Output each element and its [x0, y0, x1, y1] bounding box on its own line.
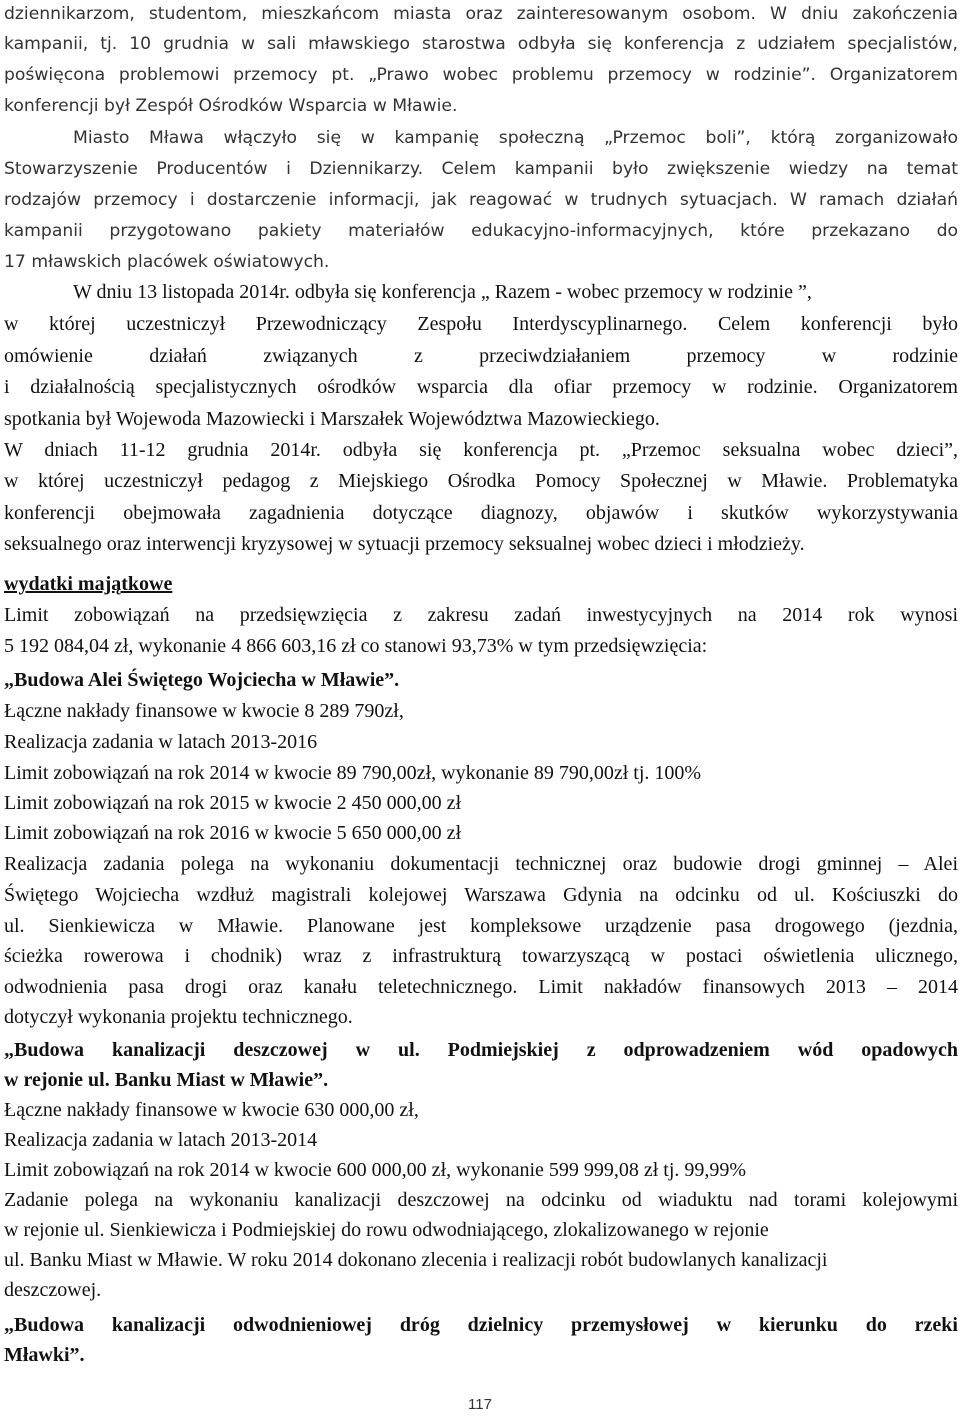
text-line: spotkania był Wojewoda Mazowiecki i Marszałek Województwa Mazowieckiego. — [4, 408, 660, 430]
project-title: w rejonie ul. Banku Miast w Mławie”. — [4, 1069, 329, 1091]
project-title: „Budowa Alei Świętego Wojciecha w Mławie”. — [4, 669, 400, 691]
text-line: omówienie działań związanych z przeciwdziałaniem przemocy w rodzinie — [4, 345, 958, 367]
text-line: Limit zobowiązań na rok 2015 w kwocie 2 450 000,00 zł — [4, 792, 462, 814]
text-line: konferencji obejmowała zagadnienia dotyczące diagnozy, objawów i skutków wykorzystywania — [4, 502, 958, 524]
text-line: 5 192 084,04 zł, wykonanie 4 866 603,16 zł co stanowi 93,73% w tym przedsięwzięcia: — [4, 635, 708, 657]
text-line: W dniu 13 listopada 2014r. odbyła się konferencja „ Razem - wobec przemocy w rodzinie ”, — [73, 281, 812, 303]
text-line: Realizacja zadania polega na wykonaniu dokumentacji technicznej oraz budowie drogi gminnej – Alei — [4, 853, 958, 875]
text-line: i działalnością specjalistycznych ośrodków wsparcia dla ofiar przemocy w rodzinie. Organizatorem — [4, 376, 958, 398]
text-line: dotyczył wykonania projektu technicznego. — [4, 1006, 353, 1028]
text-line: Limit zobowiązań na rok 2014 w kwocie 600 000,00 zł, wykonanie 599 999,08 zł tj. 99,99% — [4, 1159, 747, 1181]
section-heading: wydatki majątkowe — [4, 573, 173, 595]
text-line: w której uczestniczył pedagog z Miejskiego Ośrodka Pomocy Społecznej w Mławie. Problematyka — [4, 470, 958, 492]
text-line: kampanii przygotowano pakiety materiałów edukacyjno-informacyjnych, które przekazano do — [4, 221, 958, 241]
text-line: ul. Banku Miast w Mławie. W roku 2014 dokonano zlecenia i realizacji robót budowlanych kanalizacji — [4, 1249, 828, 1271]
text-line: W dniach 11-12 grudnia 2014r. odbyła się konferencja pt. „Przemoc seksualna wobec dzieci”, — [4, 439, 958, 461]
text-line: Limit zobowiązań na przedsięwzięcia z zakresu zadań inwestycyjnych na 2014 rok wynosi — [4, 604, 958, 626]
text-line: w rejonie ul. Sienkiewicza i Podmiejskiej do rowu odwodniającego, zlokalizowanego w rejonie — [4, 1219, 769, 1241]
project-title: Mławki”. — [4, 1344, 85, 1366]
text-line: Realizacja zadania w latach 2013-2016 — [4, 731, 318, 753]
text-line: Świętego Wojciecha wzdłuż magistrali kolejowej Warszawa Gdynia na odcinku od ul. Kościuszki do — [4, 884, 958, 906]
text-line: Miasto Mława włączyło się w kampanię społeczną „Przemoc boli”, którą zorganizowało — [73, 128, 958, 148]
text-line: seksualnego oraz interwencji kryzysowej w sytuacji przemocy seksualnej wobec dzieci i młodzieży. — [4, 533, 805, 555]
text-line: Łączne nakłady finansowe w kwocie 8 289 790zł, — [4, 700, 404, 722]
project-title: „Budowa kanalizacji odwodnieniowej dróg dzielnicy przemysłowej w kierunku do rzeki — [4, 1314, 958, 1336]
text-line: w której uczestniczył Przewodniczący Zespołu Interdyscyplinarnego. Celem konferencji było — [4, 313, 958, 335]
text-line: Limit zobowiązań na rok 2014 w kwocie 89 790,00zł, wykonanie 89 790,00zł tj. 100% — [4, 762, 702, 784]
text-line: Limit zobowiązań na rok 2016 w kwocie 5 650 000,00 zł — [4, 822, 462, 844]
text-line: 17 mławskich placówek oświatowych. — [4, 252, 330, 272]
text-line: konferencji był Zespół Ośrodków Wsparcia w Mławie. — [4, 96, 458, 116]
text-line: deszczowej. — [4, 1279, 102, 1301]
text-line: rodzajów przemocy i dostarczenie informacji, jak reagować w trudnych sytuacjach. W ramach działań — [4, 190, 958, 210]
text-line: Zadanie polega na wykonaniu kanalizacji deszczowej na odcinku od wiaduktu nad torami kolejowymi — [4, 1189, 958, 1211]
text-line: ścieżka rowerowa i chodnik) wraz z infrastrukturą towarzyszącą w postaci oświetlenia ulicznego, — [4, 945, 958, 967]
text-line: kampanii, tj. 10 grudnia w sali mławskiego starostwa odbyła się konferencja z udziałem specjalistów, — [4, 34, 958, 54]
page-number: 117 — [468, 1396, 492, 1413]
text-line: poświęcona problemowi przemocy pt. „Prawo wobec problemu przemocy w rodzinie”. Organizatorem — [4, 65, 958, 85]
text-line: odwodnienia pasa drogi oraz kanału teletechnicznego. Limit nakładów finansowych 2013 – 2014 — [4, 976, 958, 998]
text-line: Stowarzyszenie Producentów i Dziennikarzy. Celem kampanii było zwiększenie wiedzy na temat — [4, 159, 958, 179]
text-line: Łączne nakłady finansowe w kwocie 630 000,00 zł, — [4, 1099, 419, 1121]
text-line: ul. Sienkiewicza w Mławie. Planowane jest kompleksowe urządzenie pasa drogowego (jezdnia, — [4, 915, 958, 937]
project-title: „Budowa kanalizacji deszczowej w ul. Podmiejskiej z odprowadzeniem wód opadowych — [4, 1039, 958, 1061]
text-line: dziennikarzom, studentom, mieszkańcom miasta oraz zainteresowanym osobom. W dniu zakończenia — [4, 4, 958, 24]
text-line: Realizacja zadania w latach 2013-2014 — [4, 1129, 318, 1151]
